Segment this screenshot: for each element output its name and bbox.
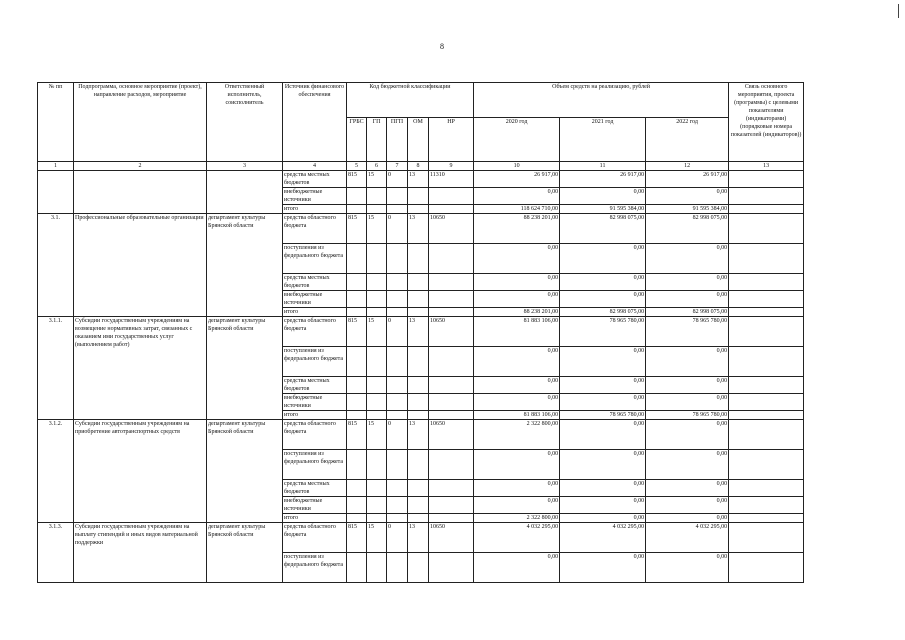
pgp-cell: 0 xyxy=(387,523,408,553)
om-cell xyxy=(408,553,429,583)
nr-cell: 10650 xyxy=(429,420,474,450)
amount-2020-cell: 81 883 106,00 xyxy=(474,411,560,420)
amount-2020-cell: 88 238 201,00 xyxy=(474,308,560,317)
amount-2021-cell: 0,00 xyxy=(560,480,646,497)
nr-cell xyxy=(429,274,474,291)
amount-2021-cell: 0,00 xyxy=(560,394,646,411)
pgp-cell xyxy=(387,411,408,420)
indicator-link-cell xyxy=(729,291,804,308)
source-cell: средства областного бюджета xyxy=(283,214,347,244)
item-number-cell: 3.1.2. xyxy=(38,420,74,523)
executor-cell: департамент культуры Брянской области xyxy=(207,214,283,317)
pgp-cell xyxy=(387,377,408,394)
amount-2020-cell: 26 917,00 xyxy=(474,171,560,188)
amount-2021-cell: 0,00 xyxy=(560,291,646,308)
pgp-cell xyxy=(387,205,408,214)
source-cell: внебюджетные источники xyxy=(283,188,347,205)
amount-2022-cell: 0,00 xyxy=(646,291,729,308)
amount-2021-cell: 0,00 xyxy=(560,553,646,583)
gp-cell xyxy=(367,188,387,205)
grbs-cell xyxy=(347,347,367,377)
header-pgp: ПГП xyxy=(387,118,408,162)
amount-2022-cell: 0,00 xyxy=(646,497,729,514)
amount-2021-cell: 82 998 075,00 xyxy=(560,214,646,244)
gp-cell xyxy=(367,244,387,274)
amount-2022-cell: 4 032 295,00 xyxy=(646,523,729,553)
column-number: 9 xyxy=(429,162,474,171)
amount-2022-cell: 78 965 780,00 xyxy=(646,411,729,420)
amount-2022-cell: 78 965 780,00 xyxy=(646,317,729,347)
pgp-cell xyxy=(387,497,408,514)
pgp-cell xyxy=(387,394,408,411)
header-grbs: ГРБС xyxy=(347,118,367,162)
amount-2022-cell: 0,00 xyxy=(646,450,729,480)
om-cell: 13 xyxy=(408,214,429,244)
column-number: 11 xyxy=(560,162,646,171)
pgp-cell: 0 xyxy=(387,171,408,188)
pgp-cell xyxy=(387,450,408,480)
header-om: ОМ xyxy=(408,118,429,162)
amount-2020-cell: 0,00 xyxy=(474,497,560,514)
indicator-link-cell xyxy=(729,274,804,291)
header-2020: 2020 год xyxy=(474,118,560,162)
amount-2021-cell: 0,00 xyxy=(560,497,646,514)
amount-2021-cell: 91 595 384,00 xyxy=(560,205,646,214)
source-cell: средства областного бюджета xyxy=(283,317,347,347)
om-cell xyxy=(408,274,429,291)
amount-2020-cell: 2 322 800,00 xyxy=(474,514,560,523)
amount-2022-cell: 0,00 xyxy=(646,347,729,377)
pgp-cell xyxy=(387,514,408,523)
nr-cell xyxy=(429,450,474,480)
pgp-cell: 0 xyxy=(387,420,408,450)
om-cell xyxy=(408,188,429,205)
indicator-link-cell xyxy=(729,523,804,553)
source-cell: итого xyxy=(283,308,347,317)
om-cell xyxy=(408,377,429,394)
source-cell: средства областного бюджета xyxy=(283,523,347,553)
header-budget-code: Код бюджетной классификации xyxy=(347,83,474,118)
grbs-cell: 815 xyxy=(347,317,367,347)
column-number: 8 xyxy=(408,162,429,171)
gp-cell xyxy=(367,450,387,480)
amount-2020-cell: 0,00 xyxy=(474,274,560,291)
amount-2022-cell: 0,00 xyxy=(646,480,729,497)
om-cell xyxy=(408,347,429,377)
table-row xyxy=(38,317,804,347)
gp-cell xyxy=(367,480,387,497)
amount-2020-cell: 0,00 xyxy=(474,377,560,394)
gp-cell xyxy=(367,205,387,214)
indicator-link-cell xyxy=(729,171,804,188)
amount-2020-cell: 0,00 xyxy=(474,188,560,205)
pgp-cell xyxy=(387,480,408,497)
grbs-cell: 815 xyxy=(347,171,367,188)
nr-cell xyxy=(429,205,474,214)
executor-cell: департамент культуры Брянской области xyxy=(207,523,283,583)
column-number: 10 xyxy=(474,162,560,171)
indicator-link-cell xyxy=(729,347,804,377)
column-number: 13 xyxy=(729,162,804,171)
nr-cell xyxy=(429,188,474,205)
pgp-cell xyxy=(387,274,408,291)
amount-2022-cell: 0,00 xyxy=(646,377,729,394)
budget-table xyxy=(37,82,804,583)
om-cell: 13 xyxy=(408,317,429,347)
grbs-cell: 815 xyxy=(347,523,367,553)
executor-cell: департамент культуры Брянской области xyxy=(207,317,283,420)
om-cell xyxy=(408,480,429,497)
gp-cell: 15 xyxy=(367,317,387,347)
source-cell: средства областного бюджета xyxy=(283,420,347,450)
om-cell xyxy=(408,291,429,308)
amount-2020-cell: 0,00 xyxy=(474,291,560,308)
amount-2020-cell: 0,00 xyxy=(474,450,560,480)
executor-cell xyxy=(207,171,283,214)
indicator-link-cell xyxy=(729,450,804,480)
source-cell: итого xyxy=(283,411,347,420)
table-row xyxy=(38,420,804,450)
amount-2022-cell: 0,00 xyxy=(646,394,729,411)
source-cell: итого xyxy=(283,205,347,214)
source-cell: средства местных бюджетов xyxy=(283,171,347,188)
grbs-cell xyxy=(347,291,367,308)
source-cell: внебюджетные источники xyxy=(283,497,347,514)
amount-2020-cell: 0,00 xyxy=(474,394,560,411)
gp-cell: 15 xyxy=(367,214,387,244)
amount-2021-cell: 0,00 xyxy=(560,514,646,523)
nr-cell: 10650 xyxy=(429,523,474,553)
source-cell: поступления из федерального бюджета xyxy=(283,347,347,377)
grbs-cell xyxy=(347,188,367,205)
column-number: 4 xyxy=(283,162,347,171)
source-cell: внебюджетные источники xyxy=(283,291,347,308)
amount-2020-cell: 81 883 106,00 xyxy=(474,317,560,347)
table-row xyxy=(38,171,804,188)
indicator-link-cell xyxy=(729,394,804,411)
pgp-cell: 0 xyxy=(387,214,408,244)
header-volume: Объем средств на реализацию, рублей xyxy=(474,83,729,118)
amount-2022-cell: 0,00 xyxy=(646,553,729,583)
pgp-cell xyxy=(387,291,408,308)
gp-cell xyxy=(367,308,387,317)
grbs-cell xyxy=(347,514,367,523)
header-2022: 2022 год xyxy=(646,118,729,162)
pgp-cell xyxy=(387,308,408,317)
amount-2020-cell: 2 322 800,00 xyxy=(474,420,560,450)
amount-2021-cell: 0,00 xyxy=(560,274,646,291)
header-source: Источник финансового обеспечения xyxy=(283,83,347,162)
nr-cell xyxy=(429,377,474,394)
amount-2020-cell: 118 624 710,00 xyxy=(474,205,560,214)
item-name-cell: Субсидии государственным учреждениям на возмещение нормативных затрат, связанных с оказанием ими государственных услуг (выполнением работ) xyxy=(74,317,207,420)
indicator-link-cell xyxy=(729,420,804,450)
amount-2020-cell: 0,00 xyxy=(474,347,560,377)
amount-2022-cell: 0,00 xyxy=(646,244,729,274)
grbs-cell xyxy=(347,308,367,317)
grbs-cell xyxy=(347,274,367,291)
amount-2020-cell: 4 032 295,00 xyxy=(474,523,560,553)
gp-cell xyxy=(367,377,387,394)
nr-cell xyxy=(429,244,474,274)
grbs-cell xyxy=(347,394,367,411)
amount-2022-cell: 0,00 xyxy=(646,188,729,205)
amount-2021-cell: 0,00 xyxy=(560,420,646,450)
gp-cell: 15 xyxy=(367,420,387,450)
amount-2021-cell: 0,00 xyxy=(560,377,646,394)
indicator-link-cell xyxy=(729,188,804,205)
amount-2022-cell: 0,00 xyxy=(646,274,729,291)
indicator-link-cell xyxy=(729,553,804,583)
table-body xyxy=(38,171,804,583)
nr-cell xyxy=(429,480,474,497)
om-cell: 13 xyxy=(408,523,429,553)
gp-cell xyxy=(367,553,387,583)
indicator-link-cell xyxy=(729,514,804,523)
scan-edge-mark xyxy=(898,4,899,18)
indicator-link-cell xyxy=(729,205,804,214)
grbs-cell: 815 xyxy=(347,214,367,244)
grbs-cell xyxy=(347,497,367,514)
indicator-link-cell xyxy=(729,214,804,244)
indicator-link-cell xyxy=(729,411,804,420)
amount-2022-cell: 0,00 xyxy=(646,420,729,450)
grbs-cell xyxy=(347,411,367,420)
grbs-cell xyxy=(347,244,367,274)
gp-cell xyxy=(367,514,387,523)
nr-cell xyxy=(429,411,474,420)
om-cell: 13 xyxy=(408,171,429,188)
header-gp: ГП xyxy=(367,118,387,162)
source-cell: поступления из федерального бюджета xyxy=(283,553,347,583)
amount-2021-cell: 0,00 xyxy=(560,244,646,274)
column-number: 12 xyxy=(646,162,729,171)
item-number-cell xyxy=(38,171,74,214)
amount-2020-cell: 88 238 201,00 xyxy=(474,214,560,244)
gp-cell xyxy=(367,291,387,308)
item-number-cell: 3.1.3. xyxy=(38,523,74,583)
item-name-cell: Профессиональные образовательные организации xyxy=(74,214,207,317)
header-subprogram: Подпрограмма, основное мероприятие (проект), направление расходов, мероприятие xyxy=(74,83,207,162)
gp-cell xyxy=(367,394,387,411)
om-cell xyxy=(408,450,429,480)
amount-2021-cell: 78 965 780,00 xyxy=(560,317,646,347)
header-2021: 2021 год xyxy=(560,118,646,162)
column-number: 2 xyxy=(74,162,207,171)
header-nr: НР xyxy=(429,118,474,162)
pgp-cell: 0 xyxy=(387,317,408,347)
om-cell: 13 xyxy=(408,420,429,450)
gp-cell: 15 xyxy=(367,171,387,188)
item-name-cell: Субсидии государственным учреждениям на выплату стипендий и иных видов материальной поддержки xyxy=(74,523,207,583)
item-name-cell: Субсидии государственным учреждениям на приобретение автотранспортных средств xyxy=(74,420,207,523)
amount-2022-cell: 82 998 075,00 xyxy=(646,214,729,244)
nr-cell xyxy=(429,553,474,583)
om-cell xyxy=(408,514,429,523)
column-number: 3 xyxy=(207,162,283,171)
indicator-link-cell xyxy=(729,308,804,317)
amount-2022-cell: 82 998 075,00 xyxy=(646,308,729,317)
amount-2022-cell: 91 595 384,00 xyxy=(646,205,729,214)
source-cell: средства местных бюджетов xyxy=(283,274,347,291)
gp-cell xyxy=(367,411,387,420)
nr-cell xyxy=(429,497,474,514)
nr-cell xyxy=(429,394,474,411)
indicator-link-cell xyxy=(729,244,804,274)
source-cell: внебюджетные источники xyxy=(283,394,347,411)
gp-cell xyxy=(367,497,387,514)
om-cell xyxy=(408,308,429,317)
column-number: 1 xyxy=(38,162,74,171)
grbs-cell xyxy=(347,480,367,497)
om-cell xyxy=(408,394,429,411)
item-name-cell xyxy=(74,171,207,214)
amount-2020-cell: 0,00 xyxy=(474,553,560,583)
om-cell xyxy=(408,205,429,214)
column-numbers-row xyxy=(38,162,804,171)
indicator-link-cell xyxy=(729,497,804,514)
indicator-link-cell xyxy=(729,377,804,394)
gp-cell xyxy=(367,274,387,291)
indicator-link-cell xyxy=(729,480,804,497)
amount-2022-cell: 26 917,00 xyxy=(646,171,729,188)
nr-cell xyxy=(429,291,474,308)
nr-cell: 10650 xyxy=(429,317,474,347)
pgp-cell xyxy=(387,244,408,274)
indicator-link-cell xyxy=(729,317,804,347)
amount-2020-cell: 0,00 xyxy=(474,480,560,497)
amount-2021-cell: 82 998 075,00 xyxy=(560,308,646,317)
nr-cell xyxy=(429,514,474,523)
gp-cell xyxy=(367,347,387,377)
header-link: Связь основного мероприятия, проекта (программы) с целевыми показателями (индикаторами) (порядковые номера показателей (индикаторов)) xyxy=(729,83,804,162)
om-cell xyxy=(408,411,429,420)
amount-2021-cell: 26 917,00 xyxy=(560,171,646,188)
grbs-cell xyxy=(347,377,367,394)
pgp-cell xyxy=(387,553,408,583)
item-number-cell: 3.1. xyxy=(38,214,74,317)
column-number: 6 xyxy=(367,162,387,171)
amount-2021-cell: 0,00 xyxy=(560,450,646,480)
nr-cell xyxy=(429,308,474,317)
nr-cell: 10650 xyxy=(429,214,474,244)
source-cell: средства местных бюджетов xyxy=(283,480,347,497)
source-cell: средства местных бюджетов xyxy=(283,377,347,394)
nr-cell xyxy=(429,347,474,377)
executor-cell: департамент культуры Брянской области xyxy=(207,420,283,523)
nr-cell: 11310 xyxy=(429,171,474,188)
amount-2020-cell: 0,00 xyxy=(474,244,560,274)
column-number: 7 xyxy=(387,162,408,171)
grbs-cell xyxy=(347,450,367,480)
item-number-cell: 3.1.1. xyxy=(38,317,74,420)
pgp-cell xyxy=(387,188,408,205)
amount-2021-cell: 4 032 295,00 xyxy=(560,523,646,553)
amount-2021-cell: 78 965 780,00 xyxy=(560,411,646,420)
amount-2022-cell: 0,00 xyxy=(646,514,729,523)
table-row xyxy=(38,523,804,553)
grbs-cell xyxy=(347,205,367,214)
om-cell xyxy=(408,244,429,274)
pgp-cell xyxy=(387,347,408,377)
header-no: № пп xyxy=(38,83,74,162)
source-cell: поступления из федерального бюджета xyxy=(283,244,347,274)
grbs-cell: 815 xyxy=(347,420,367,450)
amount-2021-cell: 0,00 xyxy=(560,188,646,205)
page-number: 8 xyxy=(440,42,444,51)
amount-2021-cell: 0,00 xyxy=(560,347,646,377)
table-row xyxy=(38,214,804,244)
source-cell: поступления из федерального бюджета xyxy=(283,450,347,480)
grbs-cell xyxy=(347,553,367,583)
source-cell: итого xyxy=(283,514,347,523)
column-number: 5 xyxy=(347,162,367,171)
gp-cell: 15 xyxy=(367,523,387,553)
om-cell xyxy=(408,497,429,514)
header-executor: Ответственный исполнитель, соисполнитель xyxy=(207,83,283,162)
